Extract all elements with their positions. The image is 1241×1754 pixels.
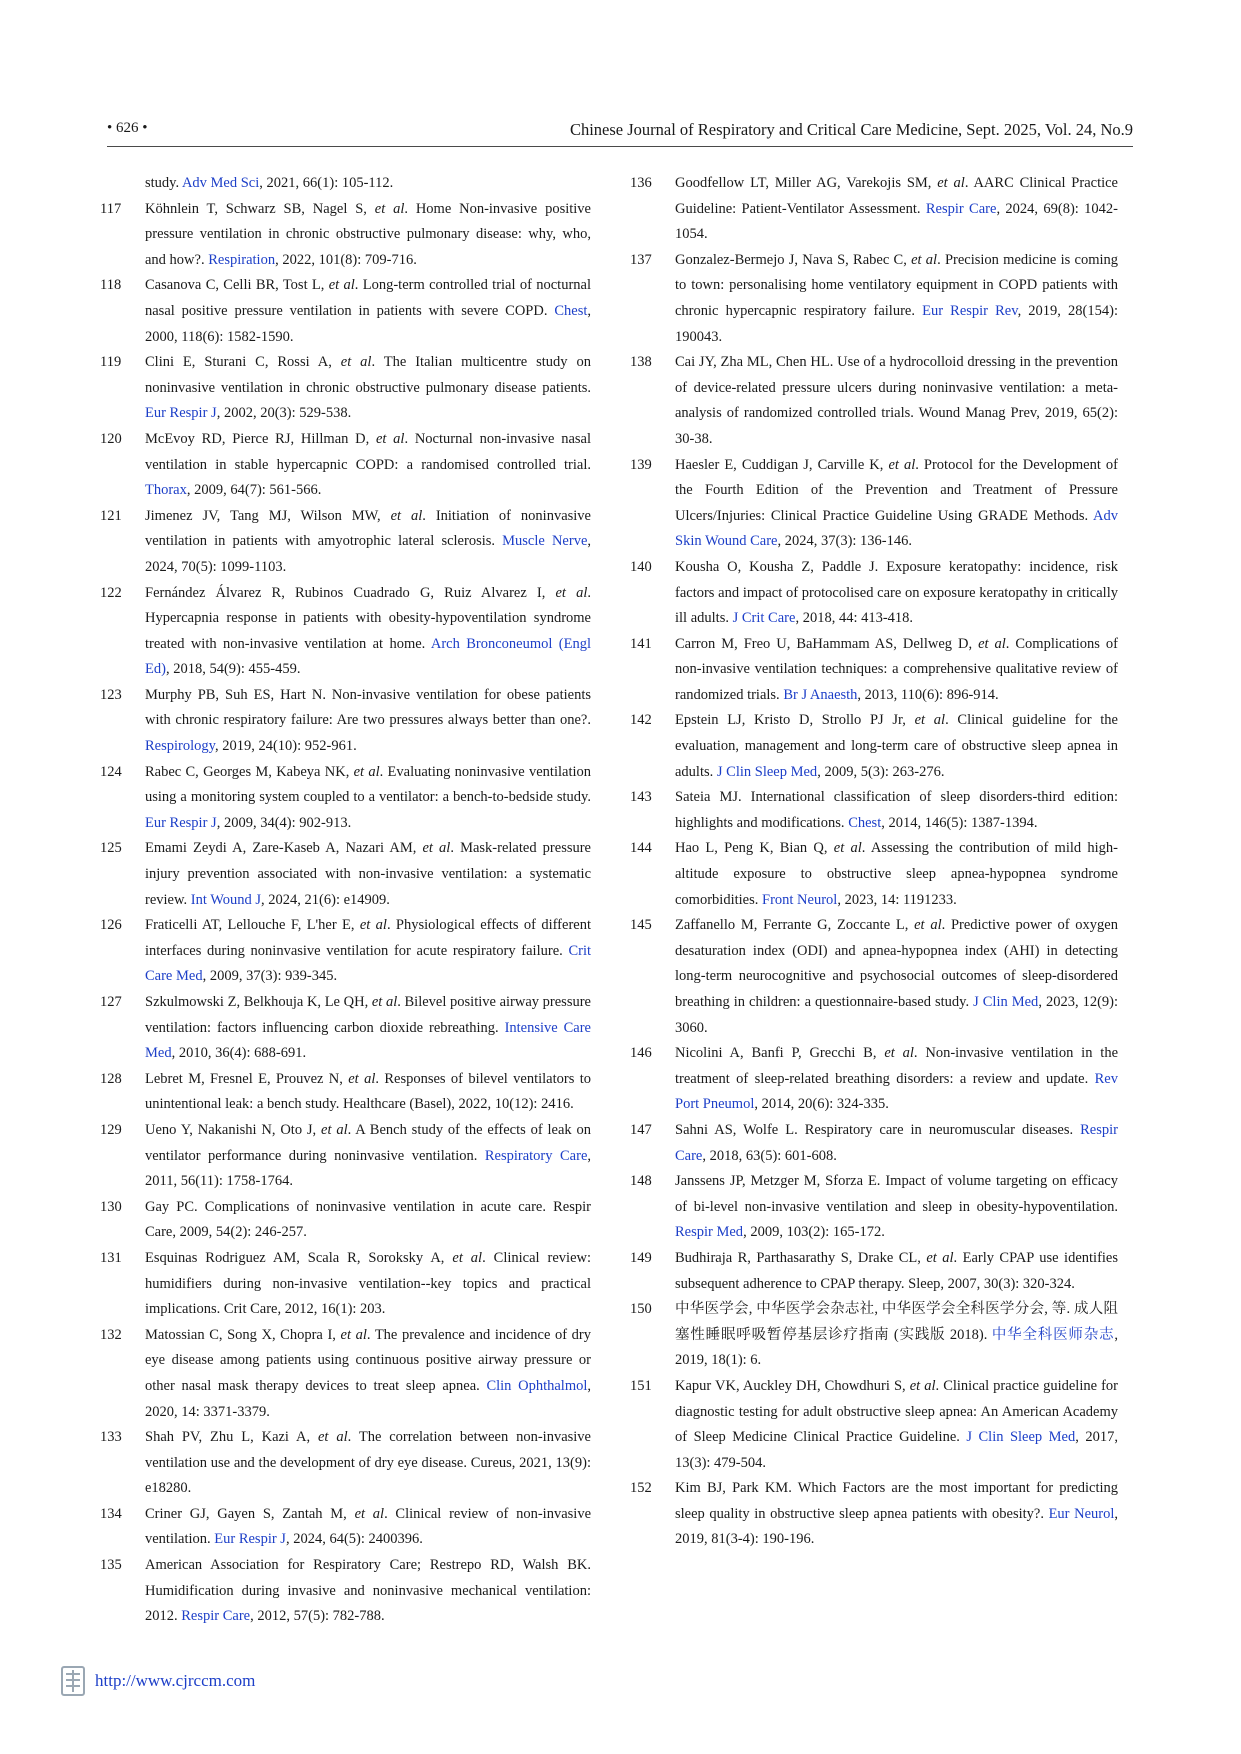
reference-et-al: et al <box>914 712 946 729</box>
reference-authors-title: Zaffanello M, Ferrante G, Zoccante L, <box>675 917 915 934</box>
reference-authors-title: Cai JY, Zha ML, Chen HL. Use of a hydrocolloid dressing in the prevention of device-related pressure ulcers during noninvasive ventilation: a meta-analysis of randomized controlled trials. Wound Manag Prev, 2019, 65(2): 30-38. <box>675 354 1118 447</box>
reference-citation-details: , 2023, 12(9): 3060. <box>675 994 1119 1036</box>
reference-number: 126 <box>100 917 122 934</box>
journal-website-link[interactable]: http://www.cjrccm.com <box>95 1671 256 1690</box>
reference-authors-title: Gonzalez-Bermejo J, Nava S, Rabec C, <box>675 251 912 268</box>
reference-text <box>675 248 1118 350</box>
reference-text <box>145 581 591 683</box>
reference-citation-details: , 2000, 118(6): 1582-1590. <box>145 302 591 345</box>
reference-number: 147 <box>630 1121 652 1138</box>
reference-authors-title: Fraticelli AT, Lellouche F, L'her E, <box>145 917 360 934</box>
reference-authors-title: Clini E, Sturani C, Rossi A, <box>145 354 341 371</box>
reference-citation-details: , 2019, 28(154): 190043. <box>675 302 1118 345</box>
reference-authors-title: Kapur VK, Auckley DH, Chowdhuri S, <box>675 1377 910 1394</box>
reference-number: 133 <box>100 1429 122 1446</box>
reference-number: 123 <box>100 686 122 703</box>
reference-text <box>100 171 591 197</box>
reference-journal-link[interactable]: Adv Med Sci <box>181 175 260 191</box>
reference-item <box>100 427 591 504</box>
reference-number: 120 <box>100 430 122 447</box>
reference-authors-title: Hao L, Peng K, Bian Q, <box>675 840 834 857</box>
reference-text <box>145 1502 591 1553</box>
reference-citation-details: , 2024, 21(6): e14909. <box>261 891 390 908</box>
reference-et-al: et al <box>340 354 372 371</box>
reference-authors-title: Rabec C, Georges M, Kabeya NK, <box>145 763 354 780</box>
reference-et-al: et al <box>555 584 588 601</box>
references-left-column <box>100 171 591 1630</box>
reference-authors-title: Matossian C, Song X, Chopra I, <box>145 1326 341 1343</box>
reference-text <box>675 1118 1118 1169</box>
reference-number: 138 <box>630 354 652 371</box>
reference-item <box>100 504 591 581</box>
reference-title: . Clinical guideline for the evaluation, management and long-term care of obstructive sleep apnea in adults. <box>675 712 1118 780</box>
reference-number: 140 <box>630 558 652 575</box>
reference-item <box>100 913 591 990</box>
reference-number: 137 <box>630 251 652 268</box>
reference-item <box>100 1323 591 1425</box>
reference-et-al: et al <box>340 1326 367 1343</box>
reference-journal-link[interactable]: Respir Care <box>675 1121 1118 1164</box>
reference-et-al: et al <box>833 840 862 857</box>
reference-number: 131 <box>100 1249 122 1266</box>
reference-number: 119 <box>100 354 122 371</box>
reference-text <box>145 683 591 760</box>
reference-journal-link[interactable]: Front Neurol <box>762 891 838 908</box>
reference-citation-details: , 2018, 63(5): 601-608. <box>702 1147 837 1164</box>
reference-authors-title: Ueno Y, Nakanishi N, Oto J, <box>145 1121 322 1138</box>
reference-journal-link[interactable]: Adv Skin Wound Care <box>675 507 1118 550</box>
reference-et-al: et al <box>321 1121 348 1138</box>
reference-et-al: et al <box>359 917 387 934</box>
reference-item <box>100 1195 591 1246</box>
reference-item <box>630 632 1118 709</box>
reference-authors-title: Epstein LJ, Kristo D, Strollo PJ Jr, <box>675 712 915 729</box>
reference-title: . Hypercapnia response in patients with obesity-hypoventilation syndrome treated with non-invasive ventilation at home. <box>145 584 591 652</box>
reference-authors-title: Lebret M, Fresnel E, Prouvez N, <box>145 1070 349 1087</box>
reference-text <box>675 453 1118 555</box>
reference-et-al: et al <box>390 507 423 524</box>
reference-journal-link[interactable]: Respir Med <box>675 1224 744 1241</box>
reference-authors-title: Jimenez JV, Tang MJ, Wilson MW, <box>145 507 391 524</box>
reference-et-al: et al <box>926 1249 954 1266</box>
reference-authors-title: Goodfellow LT, Miller AG, Varekojis SM, <box>675 175 938 191</box>
reference-authors-title: Szkulmowski Z, Belkhouja K, Le QH, <box>145 994 372 1010</box>
reference-journal-link[interactable]: Eur Respir J <box>214 1531 286 1548</box>
page-number: • 626 • <box>107 120 148 136</box>
reference-item <box>100 273 591 350</box>
reference-journal-link[interactable]: Rev Port Pneumol <box>675 1070 1118 1113</box>
reference-item <box>100 990 591 1067</box>
reference-item <box>100 350 591 427</box>
reference-number: 125 <box>100 840 122 857</box>
reference-authors-title: Casanova C, Celli BR, Tost L, <box>145 277 329 294</box>
journal-running-title: Chinese Journal of Respiratory and Critical Care Medicine, Sept. 2025, Vol. 24, No.9 <box>569 120 1133 139</box>
reference-authors-title: Esquinas Rodriguez AM, Scala R, Soroksky A, <box>145 1249 453 1266</box>
reference-number: 150 <box>630 1301 652 1318</box>
reference-number: 121 <box>100 507 122 524</box>
reference-et-al: et al <box>318 1429 348 1446</box>
reference-title: . Initiation of noninvasive ventilation in patients with amyotrophic lateral sclerosis. <box>145 507 591 550</box>
reference-text <box>675 1374 1118 1476</box>
reference-text <box>675 1246 1118 1297</box>
reference-number: 136 <box>630 175 652 191</box>
reference-et-al: et al <box>909 1377 936 1394</box>
footer <box>59 1664 255 1698</box>
reference-text <box>145 1323 591 1425</box>
reference-item <box>100 1553 591 1630</box>
reference-authors-title: American Association for Respiratory Care; Restrepo RD, Walsh BK. Humidification during invasive and noninvasive mechanical ventilation: 2012. <box>145 1557 591 1625</box>
reference-item <box>100 171 591 197</box>
reference-item <box>630 248 1118 350</box>
reference-citation-details: , 2023, 14: 1191233. <box>837 891 957 908</box>
reference-authors-title: Criner GJ, Gayen S, Zantah M, <box>145 1505 355 1522</box>
reference-text <box>675 555 1118 632</box>
reference-et-al: et al <box>914 917 942 934</box>
reference-text <box>145 1553 591 1630</box>
reference-et-al: et al <box>978 635 1006 652</box>
reference-text <box>145 913 591 990</box>
reference-item <box>630 1476 1118 1553</box>
reference-et-al: et al <box>328 277 355 294</box>
reference-authors-title: Emami Zeydi A, Zare-Kaseb A, Nazari AM, <box>145 840 423 857</box>
reference-journal-link[interactable]: Muscle Nerve <box>502 533 588 550</box>
reference-authors-title: Carron M, Freo U, BaHammam AS, Dellweg D, <box>675 635 979 652</box>
reference-journal-link[interactable]: Arch Bronconeumol (Engl Ed) <box>145 635 591 678</box>
reference-et-al: et al <box>371 994 398 1010</box>
reference-number: 142 <box>630 712 652 729</box>
reference-text <box>145 990 591 1067</box>
reference-title: . A Bench study of the effects of leak on ventilator performance during noninvasive ventilation. <box>145 1121 592 1164</box>
reference-authors-title: Köhnlein T, Schwarz SB, Nagel S, <box>145 200 375 217</box>
reference-text <box>675 836 1118 913</box>
reference-text <box>145 1246 591 1323</box>
reference-authors-title: 中华医学会, 中华医学会杂志社, 中华医学会全科医学分会, 等. 成人阻塞性睡眠呼吸暂停基层诊疗指南 (实践版 2018). <box>675 1301 1118 1343</box>
reference-number: 117 <box>100 200 122 217</box>
reference-journal-link[interactable]: J Clin Med <box>973 994 1039 1010</box>
reference-et-al: et al <box>422 840 451 857</box>
reference-item <box>100 1067 591 1118</box>
reference-number: 118 <box>100 277 122 294</box>
reference-title: . Early CPAP use identifies subsequent adherence to CPAP therapy. Sleep, 2007, 30(3): 320-324. <box>675 1249 1119 1292</box>
reference-number: 148 <box>630 1173 652 1190</box>
reference-title: . The correlation between non-invasive ventilation use and the development of dry eye disease. Cureus, 2021, 13(9): e18280. <box>145 1429 591 1497</box>
reference-citation-details: , 2018, 44: 413-418. <box>795 610 914 627</box>
reference-number: 127 <box>100 994 122 1010</box>
reference-journal-link[interactable]: Int Wound J <box>190 891 262 908</box>
reference-citation-details: , 2009, 103(2): 165-172. <box>743 1224 885 1241</box>
reference-text <box>675 785 1118 836</box>
reference-number: 141 <box>630 635 652 652</box>
reference-et-al: et al <box>353 763 380 780</box>
reference-item <box>100 1118 591 1195</box>
reference-title: . Non-invasive ventilation in the treatment of sleep-related breathing disorders: a review and update. <box>675 1045 1119 1087</box>
reference-journal-link[interactable]: Chest <box>554 302 588 319</box>
reference-item <box>630 913 1118 1041</box>
reference-item <box>100 197 591 274</box>
reference-title: . Nocturnal non-invasive nasal ventilation in stable hypercapnic COPD: a randomised controlled trial. <box>145 430 592 473</box>
reference-text <box>675 913 1118 1041</box>
reference-item <box>630 836 1118 913</box>
reference-number: 134 <box>100 1505 122 1522</box>
reference-citation-details: , 2024, 64(5): 2400396. <box>285 1531 423 1548</box>
reference-authors-title: Janssens JP, Metzger M, Sforza E. Impact of volume targeting on efficacy of bi-level non-invasive ventilation and sleep in obesity-hypoventilation. <box>675 1173 1118 1215</box>
reference-citation-details: , 2017, 13(3): 479-504. <box>675 1429 1118 1471</box>
reference-item <box>630 555 1118 632</box>
reference-citation-details: , 2009, 37(3): 939-345. <box>202 968 338 985</box>
reference-citation-details: , 2012, 57(5): 782-788. <box>250 1608 385 1625</box>
reference-item <box>630 1041 1118 1118</box>
reference-item <box>630 1118 1118 1169</box>
reference-authors-title: Sateia MJ. International classification of sleep disorders-third edition: highlights and modifications. <box>675 789 1118 831</box>
reference-citation-details: , 2024, 37(3): 136-146. <box>777 533 912 550</box>
reference-citation-details: , 2018, 54(9): 455-459. <box>165 661 301 678</box>
reference-text <box>675 1476 1118 1553</box>
reference-number: 139 <box>630 456 652 473</box>
reference-citation-details: , 2024, 69(8): 1042-1054. <box>675 200 1119 243</box>
reference-citation-details: , 2019, 24(10): 952-961. <box>214 738 357 755</box>
reference-text <box>145 1425 591 1502</box>
journal-logo-icon <box>59 1664 87 1698</box>
reference-authors-title: Murphy PB, Suh ES, Hart N. Non-invasive ventilation for obese patients with chronic respiratory failure: Are two pressures always better than one?. <box>145 686 591 729</box>
reference-number: 145 <box>630 917 652 934</box>
reference-et-al: et al <box>374 200 405 217</box>
reference-text <box>145 350 591 427</box>
reference-citation-details: , 2024, 70(5): 1099-1103. <box>145 533 591 575</box>
reference-number: 146 <box>630 1045 652 1062</box>
reference-number: 135 <box>100 1557 122 1574</box>
reference-title: . Precision medicine is coming to town: personalising home ventilatory equipment in COPD patients with chronic hypercapnic respiratory failure. <box>675 251 1118 319</box>
reference-item <box>630 1246 1118 1297</box>
reference-number: 130 <box>100 1198 122 1215</box>
reference-et-al: et al <box>452 1249 483 1266</box>
reference-item <box>100 581 591 683</box>
reference-text <box>145 1195 591 1246</box>
reference-title: . Evaluating noninvasive ventilation using a monitoring system coupled to a ventilator: a bench-to-bedside study. <box>145 763 591 806</box>
reference-text <box>145 504 591 581</box>
reference-item <box>630 350 1118 452</box>
reference-journal-link[interactable]: Chest <box>848 814 882 831</box>
reference-title: . The prevalence and incidence of dry eye disease among patients using continuous positive airway pressure or other nasal mask therapy devices to treat sleep apnea. <box>145 1326 591 1394</box>
reference-journal-link[interactable]: Clin Ophthalmol <box>486 1377 588 1394</box>
reference-journal-link[interactable]: Respiratory Care <box>484 1147 588 1164</box>
reference-title: . Physiological effects of different interfaces during noninvasive ventilation for acute respiratory failure. <box>145 917 591 959</box>
reference-title: . Assessing the contribution of mild high-altitude exposure to obstructive sleep apnea-hypopnea syndrome comorbidities. <box>675 840 1118 908</box>
header-rule <box>107 146 1133 147</box>
reference-number: 124 <box>100 763 122 780</box>
reference-number: 128 <box>100 1070 122 1087</box>
reference-et-al: et al <box>911 251 938 268</box>
reference-journal-link[interactable]: Respir Care <box>925 200 997 217</box>
reference-title: . Complications of non-invasive ventilation techniques: a comprehensive qualitative review of randomized trials. <box>675 635 1118 703</box>
reference-citation-details: , 2010, 36(4): 688-691. <box>171 1045 307 1062</box>
reference-text <box>675 708 1118 785</box>
reference-et-al: et al <box>354 1505 385 1522</box>
reference-text <box>145 1067 591 1118</box>
reference-number: 149 <box>630 1249 652 1266</box>
reference-title: . Long-term controlled trial of nocturnal nasal positive pressure ventilation in patients with severe COPD. <box>145 277 591 319</box>
reference-journal-link[interactable]: J Clin Sleep Med <box>966 1429 1076 1446</box>
reference-item <box>100 683 591 760</box>
reference-item <box>100 1425 591 1502</box>
reference-citation-details: , 2002, 20(3): 529-538. <box>216 405 352 422</box>
reference-title: . Predictive power of oxygen desaturation index (ODI) and apnea-hypopnea index (AHI) in detecting long-term neurocognitive and psychosocial outcomes of sleep-disordered breathing in children: a questionnaire-based study. <box>675 917 1118 1010</box>
reference-title: . Home Non-invasive positive pressure ventilation in chronic obstructive pulmonary disease: why, who, and how?. <box>145 200 591 268</box>
reference-item <box>100 760 591 837</box>
reference-item <box>630 785 1118 836</box>
reference-journal-link[interactable]: J Clin Sleep Med <box>716 763 818 780</box>
reference-title: . The Italian multicentre study on noninvasive ventilation in chronic obstructive pulmonary disease patients. <box>145 354 591 396</box>
reference-citation-details: , 2013, 110(6): 896-914. <box>857 686 999 703</box>
reference-authors-title: Gay PC. Complications of noninvasive ventilation in acute care. Respir Care, 2009, 54(2): 246-257. <box>145 1198 591 1241</box>
reference-text <box>145 427 591 504</box>
reference-item <box>630 708 1118 785</box>
reference-item <box>630 453 1118 555</box>
reference-text <box>145 1118 591 1195</box>
reference-journal-link[interactable]: J Crit Care <box>732 610 796 627</box>
reference-item <box>630 1297 1118 1374</box>
reference-citation-details: , 2019, 81(3-4): 190-196. <box>675 1505 1119 1548</box>
reference-item <box>630 1374 1118 1476</box>
reference-title: . Bilevel positive airway pressure ventilation: factors influencing carbon dioxide rebreathing. <box>145 994 591 1036</box>
reference-journal-link[interactable]: Intensive Care Med <box>145 1019 591 1062</box>
reference-authors-title: study. <box>145 175 182 191</box>
reference-authors-title: Sahni AS, Wolfe L. Respiratory care in neuromuscular diseases. <box>675 1121 1081 1138</box>
reference-citation-details: , 2019, 18(1): 6. <box>675 1326 1119 1369</box>
reference-title: . Clinical review: humidifiers during non-invasive ventilation--key topics and practical implications. Crit Care, 2012, 16(1): 203. <box>145 1249 592 1318</box>
reference-authors-title: Shah PV, Zhu L, Kazi A, <box>145 1429 318 1446</box>
reference-text <box>145 273 591 350</box>
reference-text <box>145 836 591 913</box>
reference-journal-link[interactable]: Eur Respir J <box>145 814 217 831</box>
reference-item <box>100 1502 591 1553</box>
reference-citation-details: , 2014, 20(6): 324-335. <box>754 1096 889 1113</box>
reference-journal-link[interactable]: Thorax <box>145 482 187 499</box>
reference-item <box>630 171 1118 248</box>
reference-title: . Protocol for the Development of the Fourth Edition of the Prevention and Treatment of Pressure Ulcers/Injuries: Clinical Practice Guideline Using GRADE Methods. <box>675 456 1118 524</box>
reference-journal-link[interactable]: Br J Anaesth <box>783 686 858 703</box>
reference-journal-link[interactable]: Eur Respir J <box>145 405 217 422</box>
reference-item <box>630 1169 1118 1246</box>
reference-journal-link[interactable]: Crit Care Med <box>145 942 591 985</box>
reference-title: . Clinical practice guideline for diagnostic testing for adult obstructive sleep apnea: An American Academy of Sleep Medicine Clinical Practice Guideline. <box>675 1377 1119 1446</box>
reference-number: 132 <box>100 1326 122 1343</box>
reference-authors-title: McEvoy RD, Pierce RJ, Hillman D, <box>145 430 376 447</box>
reference-journal-link[interactable]: Eur Neurol <box>1048 1505 1115 1522</box>
reference-citation-details: , 2009, 5(3): 263-276. <box>817 763 945 780</box>
reference-text <box>675 171 1118 248</box>
reference-title: . Clinical review of non-invasive ventilation. <box>145 1505 592 1548</box>
reference-text <box>675 632 1118 709</box>
reference-et-al: et al <box>375 430 405 447</box>
reference-authors-title: Fernández Álvarez R, Rubinos Cuadrado G, Ruiz Alvarez I, <box>145 584 556 601</box>
reference-journal-link[interactable]: 中华全科医师杂志 <box>991 1326 1115 1343</box>
reference-text <box>145 760 591 837</box>
reference-text <box>675 1297 1118 1374</box>
reference-citation-details: , 2011, 56(11): 1758-1764. <box>145 1147 591 1190</box>
reference-number: 129 <box>100 1121 122 1138</box>
reference-item <box>100 836 591 913</box>
reference-citation-details: , 2020, 14: 3371-3379. <box>145 1377 591 1420</box>
reference-text <box>675 1041 1118 1118</box>
reference-journal-link[interactable]: Respiration <box>208 251 276 268</box>
reference-text <box>675 1169 1118 1246</box>
reference-journal-link[interactable]: Eur Respir Rev <box>922 302 1018 319</box>
reference-title: . Mask-related pressure injury prevention associated with non-invasive ventilation: a systematic review. <box>145 840 591 908</box>
reference-authors-title: Kousha O, Kousha Z, Paddle J. Exposure keratopathy: incidence, risk factors and impact of protocolised care on exposure keratopathy in critically ill adults. <box>675 558 1118 627</box>
reference-citation-details: , 2009, 64(7): 561-566. <box>186 482 322 499</box>
references-right-column <box>630 171 1118 1553</box>
reference-title: . Responses of bilevel ventilators to unintentional leak: a bench study. Healthcare (Basel), 2022, 10(12): 2416. <box>145 1070 591 1113</box>
reference-et-al: et al <box>888 456 916 473</box>
reference-number: 143 <box>630 789 652 806</box>
reference-citation-details: , 2022, 101(8): 709-716. <box>275 251 417 268</box>
reference-authors-title: Budhiraja R, Parthasarathy S, Drake CL, <box>675 1249 927 1266</box>
reference-item <box>100 1246 591 1323</box>
reference-citation-details: , 2009, 34(4): 902-913. <box>216 814 352 831</box>
reference-et-al: et al <box>348 1070 376 1087</box>
reference-authors-title: Nicolini A, Banfi P, Grecchi B, <box>675 1045 885 1062</box>
reference-title: . AARC Clinical Practice Guideline: Patient-Ventilator Assessment. <box>675 175 1118 217</box>
reference-number: 152 <box>630 1480 652 1497</box>
reference-text <box>145 197 591 274</box>
reference-et-al: et al <box>884 1045 914 1062</box>
reference-number: 151 <box>630 1377 652 1394</box>
reference-citation-details: , 2021, 66(1): 105-112. <box>259 175 394 191</box>
reference-authors-title: Haesler E, Cuddigan J, Carville K, <box>675 456 889 473</box>
reference-authors-title: Kim BJ, Park KM. Which Factors are the most important for predicting sleep quality in obstructive sleep apnea patients with obesity?. <box>675 1480 1118 1522</box>
reference-text <box>675 350 1118 452</box>
reference-et-al: et al <box>937 175 965 191</box>
reference-number: 144 <box>630 840 652 857</box>
reference-journal-link[interactable]: Respir Care <box>181 1608 251 1625</box>
reference-citation-details: , 2014, 146(5): 1387-1394. <box>881 814 1038 831</box>
reference-journal-link[interactable]: Respirology <box>145 738 215 755</box>
reference-number: 122 <box>100 584 122 601</box>
